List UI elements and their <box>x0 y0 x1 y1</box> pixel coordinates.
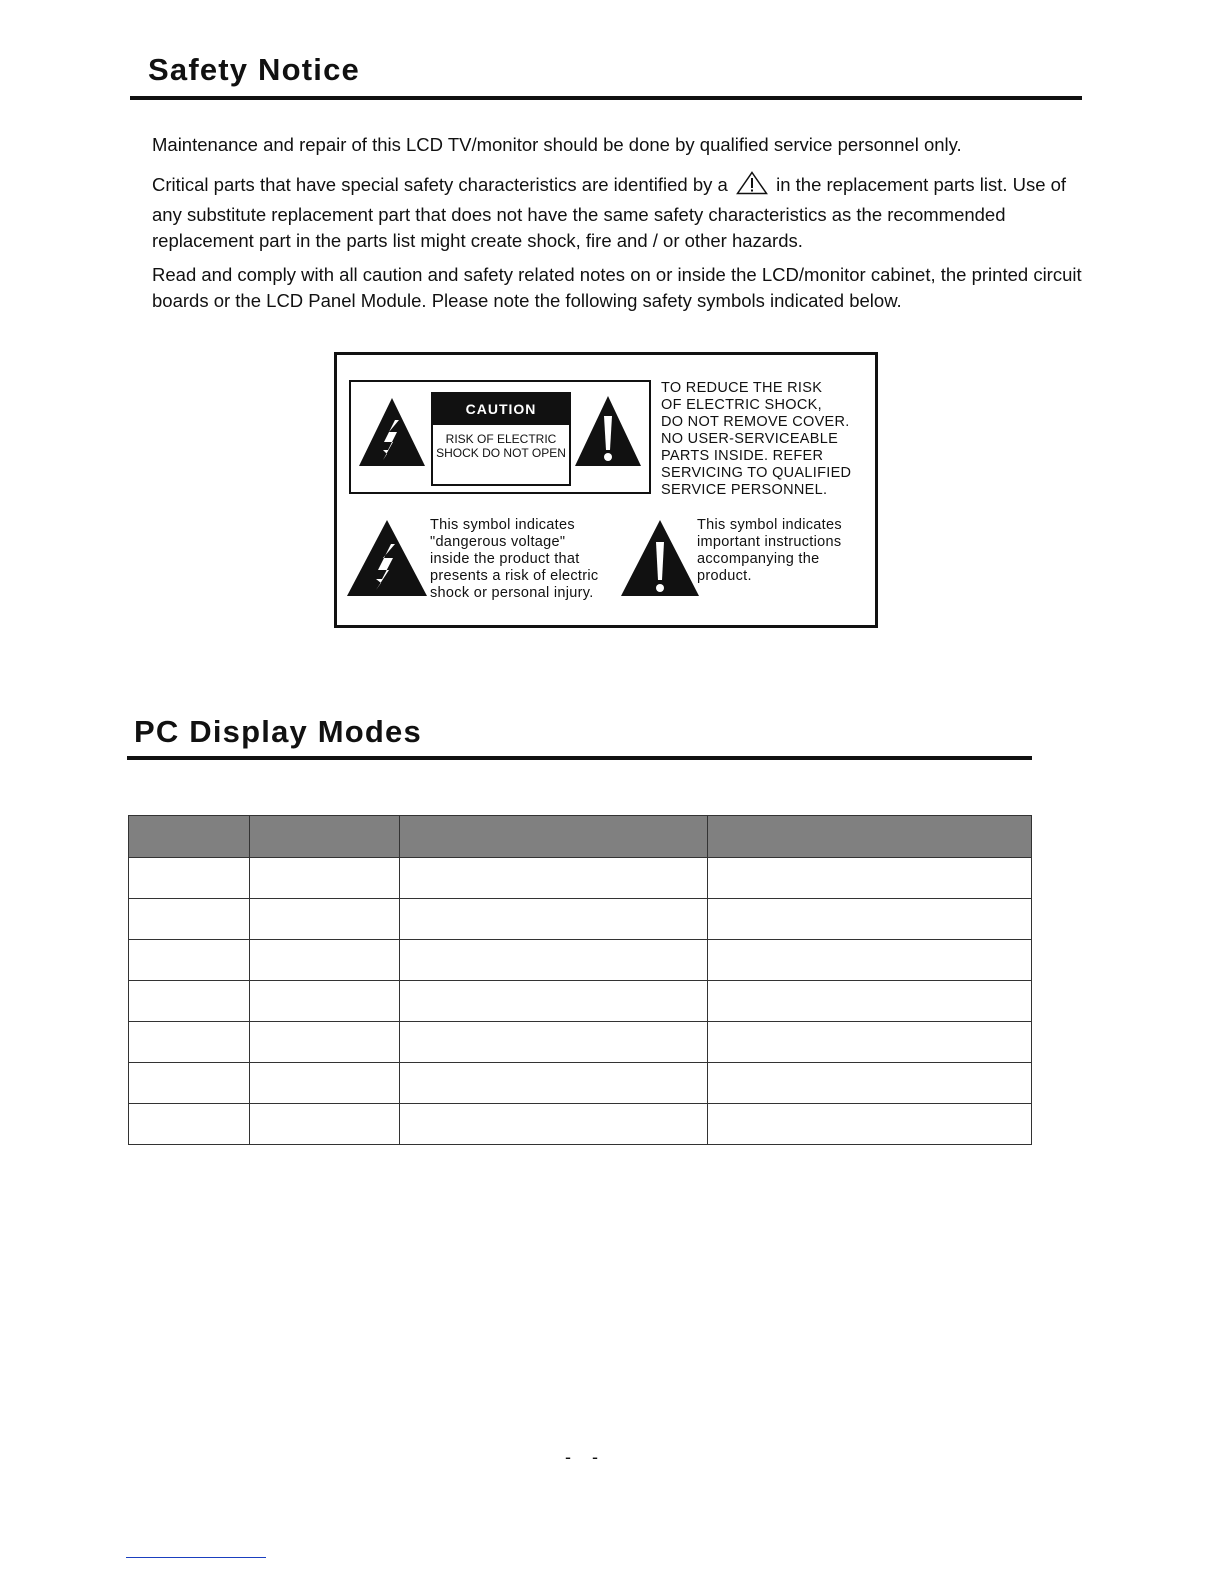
table-cell <box>400 899 708 940</box>
lightning-bolt-triangle-icon <box>345 518 429 598</box>
table-cell <box>400 858 708 899</box>
caution-box <box>431 392 571 486</box>
table-cell <box>708 899 1032 940</box>
table-cell <box>250 981 400 1022</box>
pc-display-modes-title: PC Display Modes <box>134 714 422 749</box>
table-row <box>129 940 1032 981</box>
paragraph-critical-parts-end: in the replacement parts list. Use of any substitute replacement part that does not have the same safety characteristics as the recommended replacement part in the parts list might create shock, fire and / or other hazards. <box>152 174 1067 251</box>
table-body <box>129 858 1032 1145</box>
table-cell <box>400 1104 708 1145</box>
page-number: - - <box>565 1447 606 1467</box>
risk-warning-text: TO REDUCE THE RISK OF ELECTRIC SHOCK, DO NOT REMOVE COVER. NO USER-SERVICEABLE PARTS INSIDE. REFER SERVICING TO QUALIFIED SERVICE PERSONNEL. <box>661 380 852 498</box>
table-row <box>129 1022 1032 1063</box>
table-header-cell <box>129 816 250 858</box>
caution-heading: CAUTION <box>433 394 569 425</box>
table-cell <box>129 858 250 899</box>
safety-notice-title: Safety Notice <box>148 52 360 87</box>
table-cell <box>250 899 400 940</box>
table-cell <box>250 1063 400 1104</box>
table-row <box>129 858 1032 899</box>
table-cell <box>708 981 1032 1022</box>
paragraph-critical-parts <box>152 171 1082 254</box>
paragraph-read-comply: Read and comply with all caution and safety related notes on or inside the LCD/monitor cabinet, the printed circuit boards or the LCD Panel Module. Please note the following safety symbols indicated below. <box>152 264 1082 311</box>
paragraph-critical-parts-start: Critical parts that have special safety characteristics are identified by a <box>152 174 728 195</box>
table-cell <box>129 899 250 940</box>
exclamation-triangle-icon <box>619 518 701 598</box>
table-cell <box>400 1022 708 1063</box>
warning-triangle-icon <box>736 171 768 202</box>
safety-symbols-label <box>334 352 878 628</box>
table-cell <box>129 1104 250 1145</box>
dangerous-voltage-text: This symbol indicates "dangerous voltage" inside the product that presents a risk of electric shock or personal injury. <box>430 517 599 601</box>
table-header-cell <box>708 816 1032 858</box>
table-cell <box>250 940 400 981</box>
safety-title-rule <box>130 96 1082 100</box>
table-cell <box>250 858 400 899</box>
table-cell <box>708 940 1032 981</box>
footnote-rule <box>126 1557 266 1558</box>
important-instructions-text: This symbol indicates important instructions accompanying the product. <box>697 517 842 584</box>
table-cell <box>129 1022 250 1063</box>
table-cell <box>250 1104 400 1145</box>
table-row <box>129 981 1032 1022</box>
table-row <box>129 899 1032 940</box>
table-header-cell <box>250 816 400 858</box>
table-header-cell <box>400 816 708 858</box>
table-cell <box>400 1063 708 1104</box>
caution-panel <box>349 380 651 494</box>
caution-body-text: RISK OF ELECTRIC SHOCK DO NOT OPEN <box>436 432 566 460</box>
lightning-bolt-triangle-icon <box>357 396 427 468</box>
table-cell <box>400 981 708 1022</box>
table-cell <box>708 1104 1032 1145</box>
table-cell <box>129 1063 250 1104</box>
table-cell <box>250 1022 400 1063</box>
table-cell <box>708 1022 1032 1063</box>
table-cell <box>129 940 250 981</box>
table-row <box>129 1104 1032 1145</box>
pc-modes-title-rule <box>127 756 1032 760</box>
table-header-row <box>129 816 1032 858</box>
exclamation-triangle-icon <box>573 394 643 468</box>
table-cell <box>129 981 250 1022</box>
paragraph-maintenance: Maintenance and repair of this LCD TV/monitor should be done by qualified service personnel only. <box>152 134 962 155</box>
pc-display-modes-table <box>128 815 1032 1145</box>
table-row <box>129 1063 1032 1104</box>
table-cell <box>708 858 1032 899</box>
table-cell <box>400 940 708 981</box>
table-cell <box>708 1063 1032 1104</box>
